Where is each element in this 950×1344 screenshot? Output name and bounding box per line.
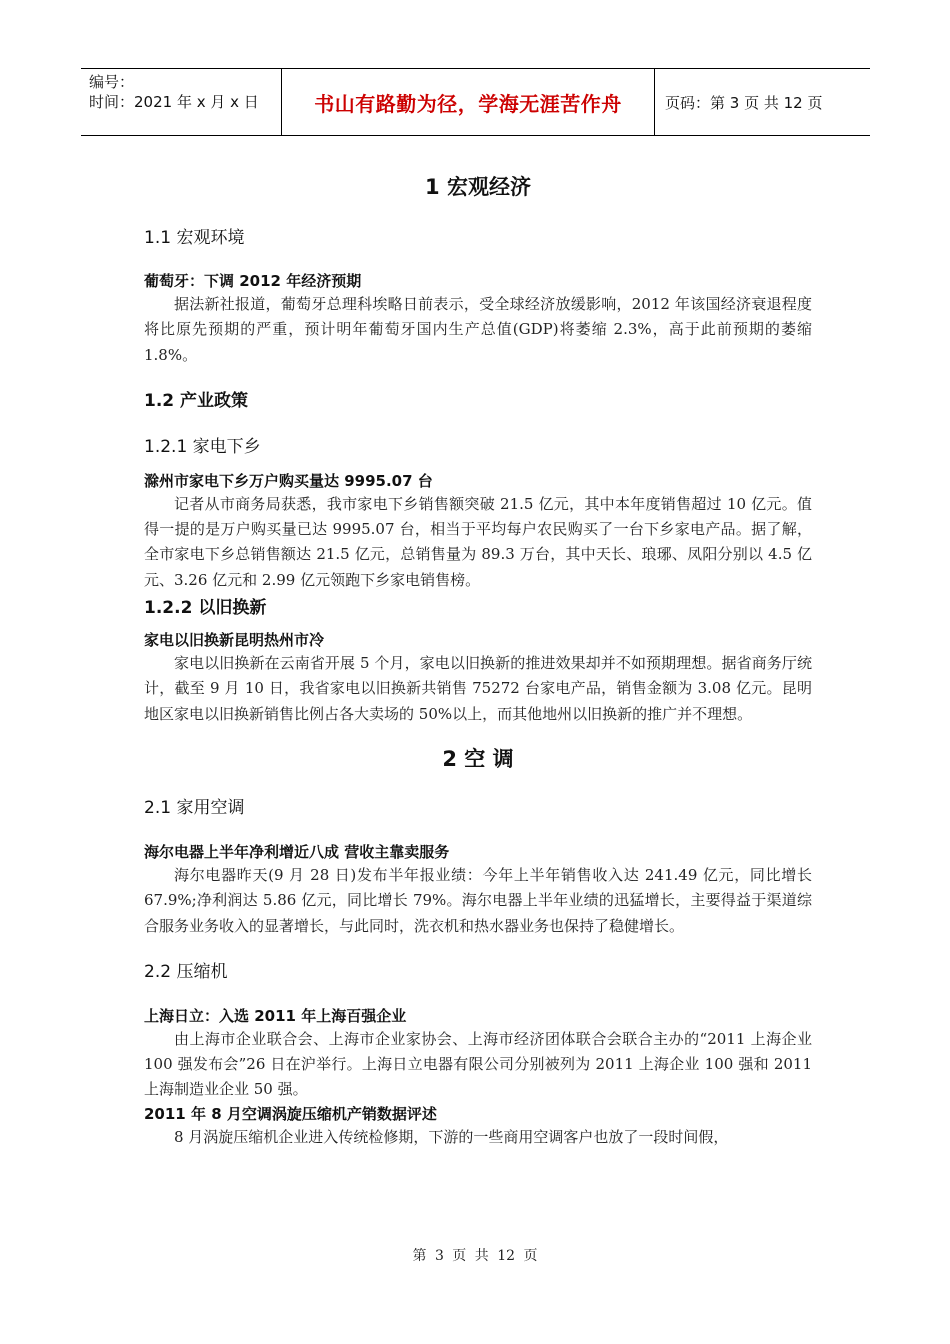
news-title: 2011 年 8 月空调涡旋压缩机产销数据评述 (144, 1104, 437, 1123)
doc-date-label: 时间：2021 年 x 月 x 日 (89, 93, 259, 111)
paragraph: 据法新社报道，葡萄牙总理科埃略日前表示，受全球经济放缓影响，2012 年该国经济衰退程度将比原先预期的严重，预计明年葡萄牙国内生产总值(GDP)将萎缩 2.3%，高于此前预期的萎缩 1.8%。 (144, 295, 812, 364)
news-title: 滁州市家电下乡万户购买量达 9995.07 台 (144, 471, 433, 490)
paragraph: 海尔电器昨天(9 月 28 日)发布半年报业绩：今年上半年销售收入达 241.49 亿元，同比增长 67.9%;净利润达 5.86 亿元，同比增长 79%。海尔电器上半年业绩的迅猛增长，主要得益于渠道综合服务业务收入的显著增长，与此同时，洗衣机和热水器业务也保持了稳健增长。 (144, 865, 812, 935)
section-title-2: 2 空 调 (442, 746, 514, 771)
paragraph: 8 月涡旋压缩机企业进入传统检修期，下游的一些商用空调客户也放了一段时间假， (174, 1127, 729, 1146)
news-title: 家电以旧换新昆明热州市冷 (144, 631, 325, 650)
section-title-1-2-2: 1.2.2 以旧换新 (144, 598, 267, 619)
doc-number-label: 编号： (89, 73, 135, 91)
paragraph: 由上海市企业联合会、上海市企业家协会、上海市经济团体联合会联合主办的“2011 上海企业 100 强发布会”26 日在沪举行。上海日立电器有限公司分别被列为 2011 上海企业 100 强和 2011 上海制造业企业 50 强。 (144, 1029, 812, 1099)
section-title-1-1: 1.1 宏观环境 (144, 228, 245, 248)
section-title-1-2: 1.2 产业政策 (144, 390, 249, 411)
section-title-2-1: 2.1 家用空调 (144, 797, 245, 818)
header-meta (81, 69, 282, 135)
paragraph: 家电以旧换新在云南省开展 5 个月，家电以旧换新的推进效果却并不如预期理想。据省商务厅统计，截至 9 月 10 日，我省家电以旧换新共销售 75272 台家电产品，销售金额为 3.08 亿元。昆明地区家电以旧换新销售比例占各大卖场的 50%以上，而其他地州以旧换新的推广并不理想。 (144, 654, 812, 723)
paragraph: 记者从市商务局获悉，我市家电下乡销售额突破 21.5 亿元，其中本年度销售超过 10 亿元。值得一提的是万户购买量已达 9995.07 台，相当于平均每户农民购买了一台下乡家电产品。据了解，全市家电下乡总销售额达 21.5 亿元，总销售量为 89.3 万台，其中天长、琅琊、凤阳分别以 4.5 亿元、3.26 亿元和 2.99 亿元领跑下乡家电销售榜。 (144, 494, 812, 589)
header-page-info: 页码：第 3 页 共 12 页 (665, 93, 823, 112)
news-title: 上海日立：入选 2011 年上海百强企业 (144, 1006, 407, 1025)
news-title: 葡萄牙：下调 2012 年经济预期 (144, 272, 362, 290)
header-motto: 书山有路勤为径，学海无涯苦作舟 (282, 69, 655, 135)
section-title-2-2: 2.2 压缩机 (144, 961, 228, 982)
page-header (81, 68, 870, 136)
section-title-1-2-1: 1.2.1 家电下乡 (144, 436, 261, 457)
page-footer: 第 3 页 共 12 页 (412, 1248, 538, 1264)
document-body (144, 165, 812, 1150)
section-title-1: 1 宏观经济 (425, 175, 531, 199)
news-title: 海尔电器上半年净利增近八成 营收主靠卖服务 (144, 842, 450, 861)
